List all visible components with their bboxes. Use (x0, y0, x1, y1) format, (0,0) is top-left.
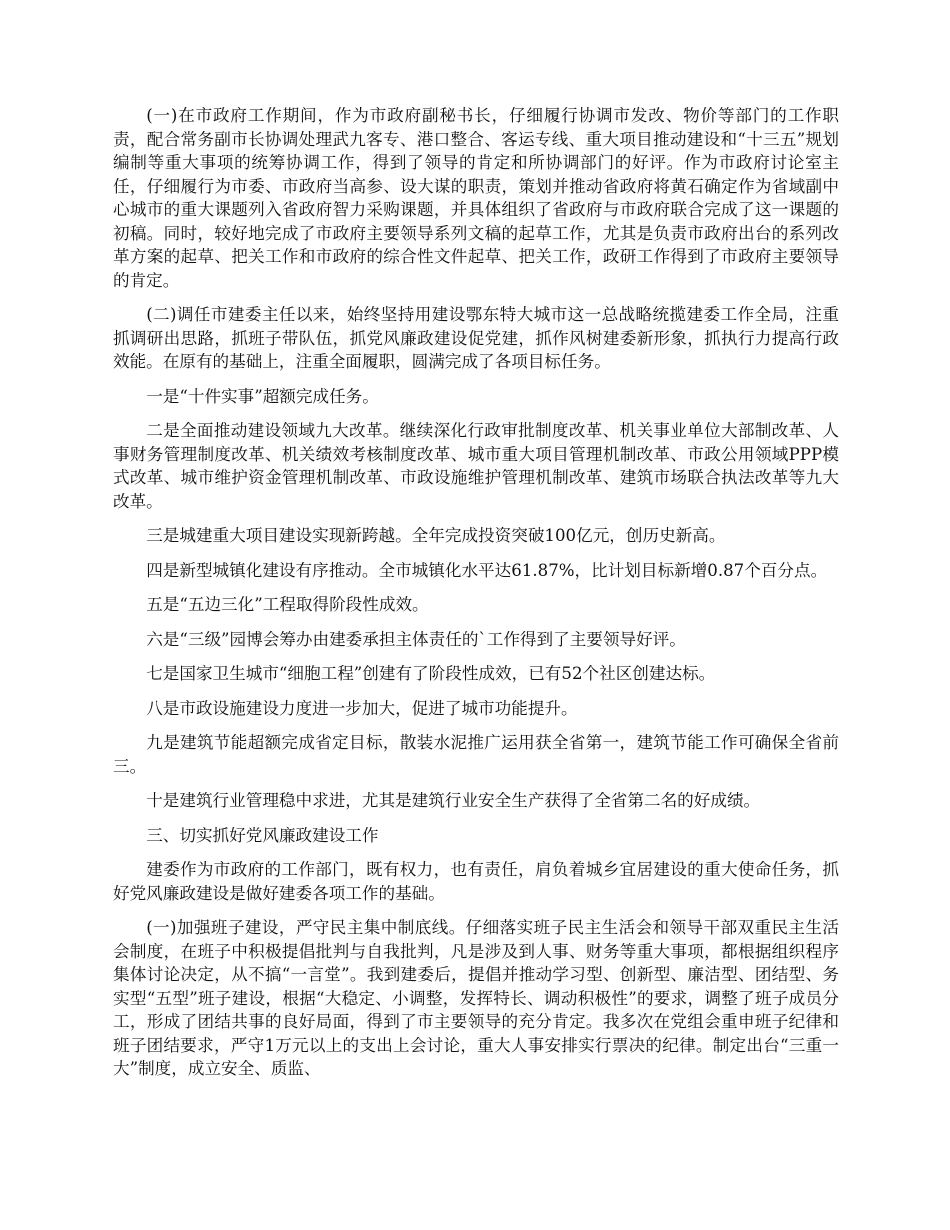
paragraph-item-10: 十是建筑行业管理稳中求进，尤其是建筑行业安全生产获得了全省第二名的好成绩。 (146, 791, 761, 810)
section-heading: 三、切实抓好党风廉政建设工作 (146, 825, 379, 845)
paragraph-construction-committee-work: (二)调任市建委主任以来，始终坚持用建设鄂东特大城市这一总战略统揽建委工作全局，注重抓调研出思路，抓班子带队伍，抓党风廉政建设促党建，抓作风树建委新形象，抓执行力提高行政效能。在原有的基础上，注重全面履职，圆满完成了各项目标任务。 (113, 305, 839, 371)
paragraph-item-9: 九是建筑节能超额完成省定目标，散装水泥推广运用获全省第一，建筑节能工作可确保全省前三。 (113, 733, 839, 776)
paragraph-item-5: 五是“五边三化”工程取得阶段性成效。 (146, 595, 429, 614)
paragraph-item-1: 一是“十件实事”超额完成任务。 (146, 386, 379, 406)
paragraph-item-8: 八是市政设施建设力度进一步加大，促进了城市功能提升。 (146, 698, 578, 718)
paragraph-municipal-government-work: (一)在市政府工作期间，作为市政府副秘书长，仔细履行协调市发改、物价等部门的工作职责，配合常务副市长协调处理武九客专、港口整合、客运专线、重大项目推动建设和“十三五”规划编制等重大事项的统筹协调工作，得到了领导的肯定和所协调部门的好评。作为市政府讨论室主任，仔细履行为市委、市政府当高参、设大谋的职责，策划并推动省政府将黄石确定作为省域副中心城市的重大课题列入省政府智力采购课题，并具体组织了省政府与市政府联合完成了这一课题的初稿。同时，较好地完成了市政府主要领导系列文稿的起草工作，尤其是负责市政府出台的系列改革方案的起草、把关工作和市政府的综合性文件起草、把关工作，政研工作得到了市政府主要领导的肯定。 (113, 106, 839, 290)
paragraph-item-3: 三是城建重大项目建设实现新跨越。全年完成投资突破100亿元，创历史新高。 (146, 526, 726, 545)
paragraph-leadership-team-building: (一)加强班子建设，严守民主集中制底线。仔细落实班子民主生活会和领导干部双重民主生活会制度，在班子中积极提倡批判与自我批判，凡是涉及到人事、财务等重大事项，都根据组织程序集体讨论决定，从不搞“一言堂”。我到建委后，提倡并推动学习型、创新型、廉洁型、团结型、务实型“五型”班子建设，根据“大稳定、小调整，发挥特长、调动积极性”的要求，调整了班子成员分工，形成了团结共事的良好局面，得到了市主要领导的充分肯定。我多次在党组会重申班子纪律和班子团结要求，严守1万元以上的支出上会讨论，重大人事安排实行票决的纪律。制定出台“三重一大”制度，成立安全、质监、 (113, 918, 839, 1078)
paragraph-item-2: 二是全面推动建设领域九大改革。继续深化行政审批制度改革、机关事业单位大部制改革、人事财务管理制度改革、机关绩效考核制度改革、城市重大项目管理机制改革、市政公用领域PPP模式改革、城市维护资金管理机制改革、市政设施维护管理机制改革、建筑市场联合执法改革等九大改革。 (113, 421, 839, 511)
paragraph-item-6: 六是“三级”园博会筹办由建委承担主体责任的`工作得到了主要领导好评。 (146, 629, 686, 649)
document-body (113, 104, 839, 1092)
paragraph-party-conduct-intro: 建委作为市政府的工作部门，既有权力，也有责任，肩负着城乡宜居建设的重大使命任务，抓好党风廉政建设是做好建委各项工作的基础。 (113, 860, 839, 903)
paragraph-item-4: 四是新型城镇化建设有序推动。全市城镇化水平达61.87%，比计划目标新增0.87个百分点。 (146, 560, 828, 580)
paragraph-item-7: 七是国家卫生城市“细胞工程”创建有了阶段性成效，已有52个社区创建达标。 (146, 664, 716, 683)
